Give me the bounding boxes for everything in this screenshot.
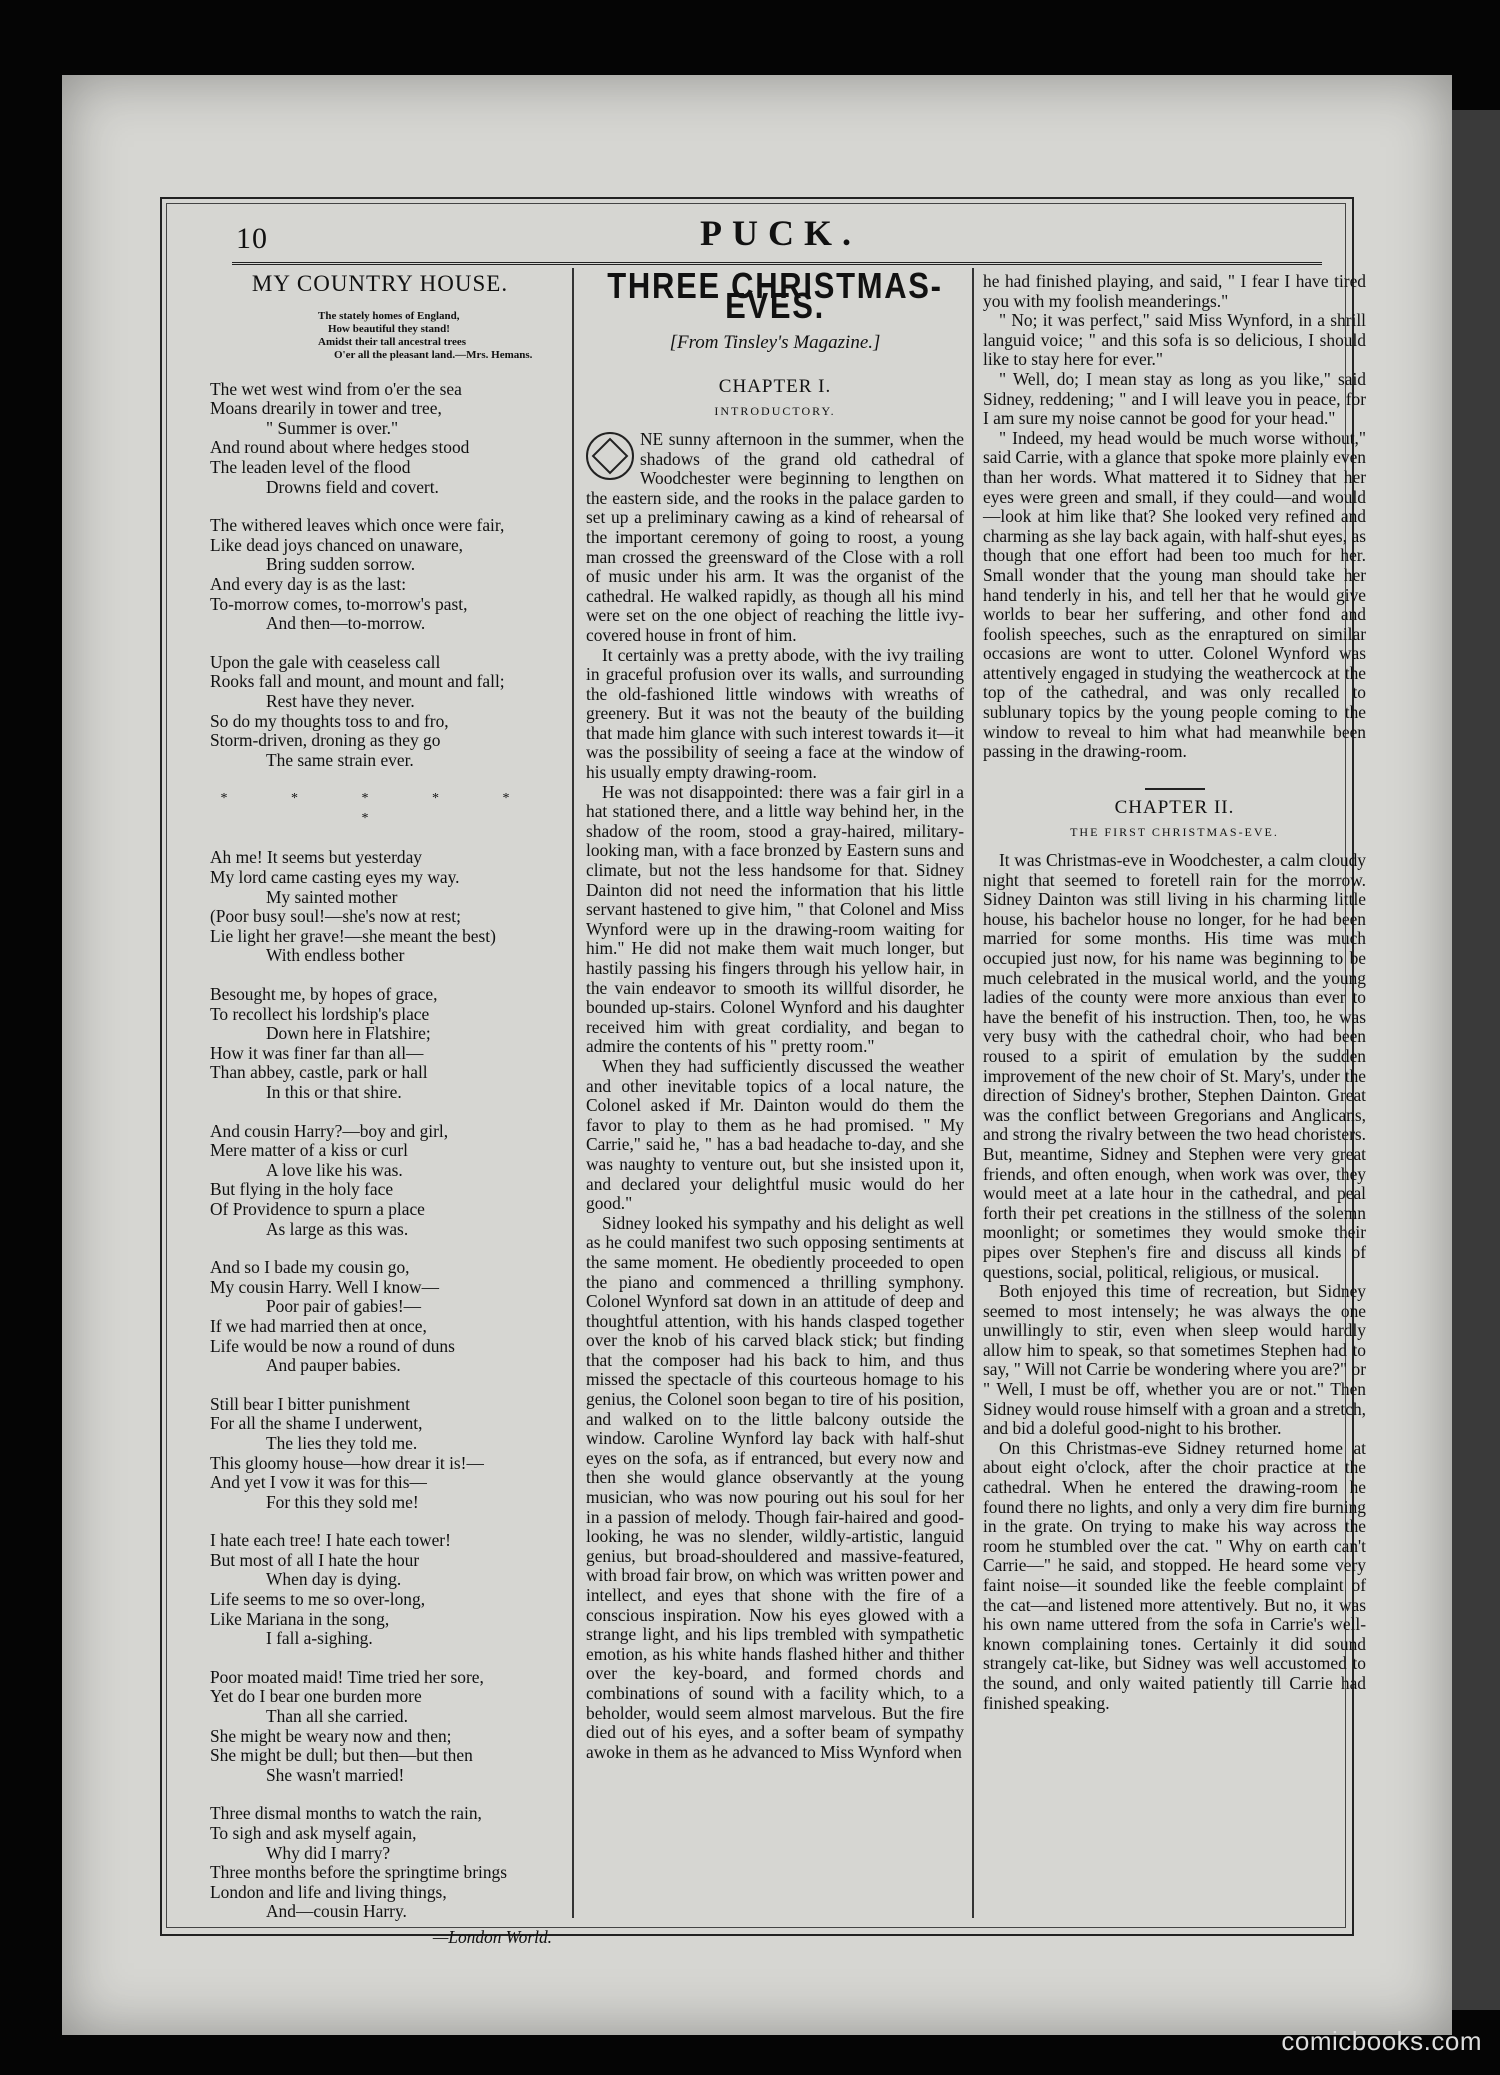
adjacent-page-edge: [1452, 110, 1500, 2010]
verse-line: To-morrow comes, to-morrow's past,: [210, 593, 468, 614]
verse-line: Ah me! It seems but yesterday: [210, 847, 423, 868]
epigraph: [318, 310, 560, 362]
verse-line: Life seems to me so over-long,: [210, 1589, 426, 1610]
page-number: 10: [236, 222, 268, 255]
verse-line: The wet west wind from o'er the sea: [210, 378, 462, 399]
paragraph: Both enjoyed this time of recreation, but Sidney seemed to most intensely; he was always the one unwillingly to stir, even when sleep would hardly allow him to speak, so that sometimes Stephen had to say, " Will not Carrie be wondering where you are?" or " Well, I must be off, whether you are or not." Then Sidney would rouse himself with a groan and a stretch, and bid a doleful good-night to his brother.: [983, 1281, 1366, 1439]
stanza: [210, 1258, 560, 1376]
verse-line: So do my thoughts toss to and fro,: [210, 710, 449, 731]
watermark: comicbooks.com: [1281, 2026, 1482, 2056]
story-source: [From Tinsley's Magazine.]: [669, 332, 881, 354]
verse-line: The withered leaves which once were fair,: [210, 515, 505, 536]
paragraph: [586, 430, 964, 646]
paragraph: When they had sufficiently discussed the weather and other inevitable topics of a local nature, the Colonel asked if Mr. Dainton would do them the favor to play to them as he had promised. " My Carrie," said he, " has a bad headache to-day, and she was naughty to venture out, but she insisted upon it, and declared your delightful music would do her good.": [586, 1055, 964, 1214]
verse-line: Three months before the springtime brings: [210, 1862, 508, 1883]
verse-line: Three dismal months to watch the rain,: [210, 1803, 482, 1824]
verse-line: London and life and living things,: [210, 1881, 447, 1902]
story-column-left: [586, 265, 964, 1762]
poem-title: MY COUNTRY HOUSE.: [251, 271, 509, 296]
verse-line: Poor moated maid! Time tried her sore,: [210, 1666, 484, 1687]
verse-line: She might be weary now and then;: [210, 1725, 452, 1746]
epigraph-line: Amidst their tall ancestral trees: [318, 335, 467, 348]
poem-column: [200, 272, 560, 1948]
section-stars: * * * * * *: [220, 791, 540, 826]
paragraph: he had finished playing, and said, " I fear I have tired you with my foolish meanderings.": [983, 271, 1366, 311]
verse-line: The lies they told me.: [266, 1432, 418, 1453]
verse-line: In this or that shire.: [266, 1082, 402, 1102]
verse-line: And every day is as the last:: [210, 573, 407, 594]
paragraph-text: NE sunny afternoon in the summer, when the shadows of the grand old cathedral of Woodchester were beginning to lengthen on the eastern side, and the rooks in the palace garden to set up a preliminary cawing as a kind of rehearsal of the important ceremony of going to roost, a young man crossed the greensward of the Close with a roll of music under his arm. It was the organist of the cathedral. He walked rapidly, as though all his mind were set on the one object of reaching the little ivy-covered house in front of him.: [586, 428, 964, 645]
stanza: [210, 1804, 560, 1922]
verse-line: And pauper babies.: [266, 1355, 401, 1376]
chapter-heading: CHAPTER I.: [718, 375, 832, 397]
paragraph: It certainly was a pretty abode, with the ivy trailing in graceful profusion over its walls, and surrounding the old-fashioned little windows with wreaths of greenery. But it was not the beauty of the building that made him glance with such interest towards it—it was the possibility of seeing a face at the window of his usually empty drawing-room.: [586, 644, 964, 783]
verse-line: Still bear I bitter punishment: [210, 1393, 410, 1414]
verse-line: Rest have they never.: [266, 690, 415, 711]
verse-line: But flying in the holy face: [210, 1179, 394, 1200]
verse-line: Life would be now a round of duns: [210, 1335, 455, 1356]
section-divider: [1145, 788, 1205, 790]
verse-line: My sainted mother: [266, 886, 398, 907]
stanza: [210, 985, 560, 1103]
verse-line: When day is dying.: [266, 1569, 402, 1590]
verse-line: Lie light her grave!—she meant the best): [210, 925, 496, 946]
verse-line: " Summer is over.": [266, 417, 399, 438]
story-column-right: [983, 272, 1366, 1713]
verse-line: Like dead joys chanced on unaware,: [210, 534, 464, 555]
verse-line: She might be dull; but then—but then: [210, 1745, 473, 1766]
paragraph: He was not disappointed: there was a fair girl in a hat stationed there, and a little way behind her, in the shadow of the room, stood a gray-haired, military-looking man, with a face bronzed by Eastern suns and climate, but not the less handsome for that. Sidney Dainton did not need the information that his little servant hastened to give him, " that Colonel and Miss Wynford were up in the drawing-room waiting for him." He did not make them wait much longer, but hastily passing his fingers through his yellow hair, in the vain endeavor to smooth its willful disorder, he bounded up-stairs. Colonel Wynford and his daughter received him with great cordiality, and began to admire the contents of his " pretty room.": [586, 781, 964, 1057]
verse-line: To sigh and ask myself again,: [210, 1823, 417, 1843]
verse-line: To recollect his lordship's place: [210, 1003, 430, 1024]
column-rule: [572, 268, 574, 1918]
verse-line: The same strain ever.: [266, 749, 414, 770]
paragraph: " Well, do; I mean stay as long as you like," said Sidney, reddening; " and I will leave you in peace, for I am sure my noise cannot be good for your head.": [983, 368, 1366, 429]
verse-line: Of Providence to spurn a place: [210, 1198, 425, 1219]
ornamental-initial-icon: [586, 432, 634, 480]
verse-line: Yet do I bear one burden more: [210, 1686, 422, 1707]
verse-line: And cousin Harry?—boy and girl,: [210, 1120, 449, 1141]
stanza: [210, 380, 560, 498]
verse-line: As large as this was.: [266, 1218, 409, 1239]
story-title: THREE CHRISTMAS-EVES.: [607, 265, 943, 326]
verse-line: For this they sold me!: [266, 1491, 419, 1512]
stanza: [210, 1395, 560, 1513]
epigraph-line: O'er all the pleasant land.—Mrs. Hemans.: [334, 348, 533, 361]
verse-line: Poor pair of gabies!—: [266, 1296, 422, 1317]
verse-line: For all the shame I underwent,: [210, 1413, 423, 1434]
stanza: [210, 1122, 560, 1240]
verse-line: I fall a-sighing.: [266, 1628, 373, 1649]
verse-line: Down here in Flatshire;: [266, 1023, 431, 1044]
verse-line: A love like his was.: [266, 1159, 403, 1180]
paragraph: " No; it was perfect," said Miss Wynford, in a shrill languid voice; " and this sofa is so delicious, I should like to stay here for ever.": [983, 310, 1366, 370]
poem-credit: —London World.: [432, 1926, 552, 1947]
verse-line: Bring sudden sorrow.: [266, 554, 416, 575]
stanza: [210, 1531, 560, 1649]
verse-line: Why did I marry?: [266, 1842, 391, 1863]
paragraph: Sidney looked his sympathy and his delight as well as he could manifest two such opposing sentiments at the same moment. He obediently proceeded to open the piano and commenced a thrilling symphony. Colonel Wynford sat down in an attitude of deep and thoughtful attention, with his hands clasped together over the knob of his carved black stick; but finding that the composer had his back to him, and thus missed the spectacle of this courteous homage to his genius, the Colonel soon began to tire of his position, and walked on to the little balcony outside the window. Caroline Wynford lay back with half-shut eyes on the sofa, as if entranced, but every now and then she would glance observantly at the young musician, who was now pouring out his soul for her in a passion of melody. Though fair-haired and good-looking, he was no slender, wildly-artistic, languid genius, but broad-shouldered and massive-featured, with broad fair brow, on which was written power and intellect, and eyes that shone with the fire of a conscious inspiration. Now his eyes glowed with a strange light, and his lips trembled with sympathetic emotion, as his white hands flashed hither and thither over the key-board, and formed chords and combinations of sound with a facility which, to a beholder, would seem almost marvelous. But the fire died out of his eyes, and a softer beam of sympathy awoke in them as he advanced to Miss Wynford when: [586, 1212, 964, 1762]
verse-line: And yet I vow it was for this—: [210, 1472, 427, 1493]
verse-line: Drowns field and covert.: [266, 476, 439, 497]
verse-line: And—cousin Harry.: [266, 1901, 407, 1922]
verse-line: My lord came casting eyes my way.: [210, 867, 460, 888]
verse-line: (Poor busy soul!—she's now at rest;: [210, 906, 461, 927]
epigraph-line: The stately homes of England,: [318, 309, 460, 322]
verse-line: The leaden level of the flood: [210, 456, 411, 477]
verse-line: Moans drearily in tower and tree,: [210, 398, 442, 419]
verse-line: Than abbey, castle, park or hall: [210, 1062, 428, 1083]
epigraph-line: How beautiful they stand!: [328, 322, 450, 335]
chapter-subheading: THE FIRST CHRISTMAS-EVE.: [1070, 825, 1279, 840]
verse-line: I hate each tree! I hate each tower!: [210, 1530, 451, 1551]
verse-line: Rooks fall and mount, and mount and fall;: [210, 671, 505, 692]
stanza: [210, 1668, 560, 1786]
verse-line: How it was finer far than all—: [210, 1042, 424, 1063]
masthead: PUCK.: [700, 213, 861, 253]
paragraph: It was Christmas-eve in Woodchester, a calm cloudy night that seemed to foretell rain for the morrow. Sidney Dainton was still living in his charming little house, his bachelor house no longer, for he had been married for some months. His time was much occupied just now, for his name was beginning to be much celebrated in the musical world, and the young ladies of the county were more anxious than ever to have the benefit of his instruction. Then, too, he was very busy with the cathedral choir, who had been roused to a spirit of emulation by the sudden improvement of the new choir of St. Mary's, under the direction of Sidney's brother, Stephen Dainton. Great was the conflict between Gregorians and Anglicans, and strong the rivalry between the two head choristers. But, meantime, Sidney and Stephen were very great friends, and often enough, when work was over, they would meet at a late hour in the cathedral, and peal forth their pet creations in the stillness of the solemn moonlight; or sometimes they would smoke their pipes over Stephen's fire and discuss all kinds of questions, social, political, religious, or musical.: [983, 850, 1366, 1282]
verse-line: And then—to-morrow.: [266, 613, 426, 634]
chapter-heading: CHAPTER II.: [1114, 796, 1235, 818]
stanza: [210, 653, 560, 771]
paragraph: " Indeed, my head would be much worse without," said Carrie, with a glance that spoke more plainly even than her words. What mattered it to Sidney that her eyes were green and small, if they could—and would—look at him like that? She looked very refined and charming as she lay back again, with half-shut eyes, as though that one effort had been too much for her. Small wonder that the young man should take her hand tenderly in his, and tell her that he would give worlds to bear her suffering, and other fond and foolish speeches, such as the enraptured on similar occasions are wont to utter. Colonel Wynford was attentively engaged in studying the weathercock at the top of the cathedral, and was only recalled to sublunary topics by the young people coming to the window to reveal to him what had meanwhile been passing in the drawing-room.: [983, 427, 1366, 762]
verse-line: My cousin Harry. Well I know—: [210, 1276, 439, 1297]
verse-line: She wasn't married!: [266, 1764, 405, 1785]
verse-line: With endless bother: [266, 945, 405, 966]
verse-line: Storm-driven, droning as they go: [210, 730, 441, 751]
stanza: [210, 516, 560, 634]
stanza: [210, 848, 560, 966]
verse-line: Mere matter of a kiss or curl: [210, 1140, 408, 1161]
verse-line: If we had married then at once,: [210, 1315, 427, 1336]
verse-line: Besought me, by hopes of grace,: [210, 984, 438, 1005]
verse-line: And round about where hedges stood: [210, 437, 470, 458]
chapter-subheading: INTRODUCTORY.: [714, 404, 836, 419]
verse-line: Than all she carried.: [266, 1706, 408, 1727]
verse-line: And so I bade my cousin go,: [210, 1257, 410, 1278]
column-rule: [972, 268, 974, 1918]
verse-line: This gloomy house—how drear it is!—: [210, 1452, 484, 1473]
verse-line: But most of all I hate the hour: [210, 1549, 420, 1570]
verse-line: Like Mariana in the song,: [210, 1608, 390, 1629]
verse-line: Upon the gale with ceaseless call: [210, 651, 441, 672]
paragraph: On this Christmas-eve Sidney returned home at about eight o'clock, after the choir practice at the cathedral. When he entered the drawing-room he found there no lights, and only a very dim fire burning in the grate. On trying to make his way across the room he stumbled over the cat. " Why on earth can't Carrie—" he said, and stopped. He heard some very faint noise—it sounded like the feeble complaint of the cat—and listened more attentively. But no, it was his own name uttered from the sofa in Carrie's well-known complaining tones. Certainly it did sound strangely cat-like, but Sidney was well accustomed to the sound, and only waited patiently till Carrie had finished speaking.: [983, 1437, 1366, 1713]
